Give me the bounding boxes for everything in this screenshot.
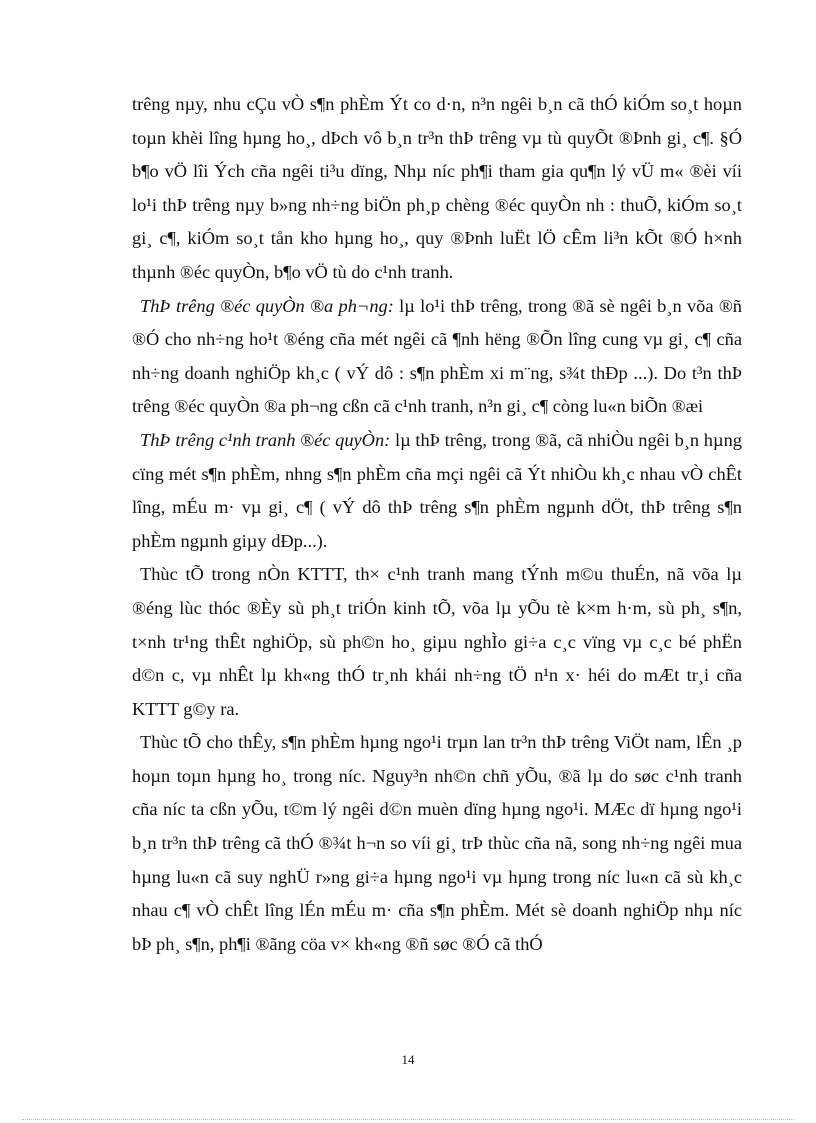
paragraph-1 <box>132 88 742 290</box>
paragraph-1-text: trêng nµy, nhu cÇu vÒ s¶n phÈm Ýt co d·n, n³n ngêi b¸n cã thÓ kiÓm so¸t hoµn toµn khèi lîng hµng ho¸, dÞch vô b¸n tr³n thÞ trêng vµ tù quyÕt ®Þnh gi¸ c¶. §Ó b¶o vÖ lîi Ých cña ngêi ti³u dïng, Nhµ níc ph¶i tham gia qu¶n lý vÜ m« ®èi víi lo¹i thÞ trêng nµy b»ng nh÷ng biÖn ph¸p chèng ®éc quyÒn nh : thuÕ, kiÓm so¸t gi¸ c¶, kiÓm so¸t tån kho hµng ho¸, quy ®Þnh luËt lÖ cÊm li³n kÕt ®Ó h×nh thµnh ®éc quyÒn, b¶o vÖ tù do c¹nh tranh. <box>132 94 742 282</box>
page-bottom-divider <box>22 1119 794 1120</box>
paragraph-2-heading: ThÞ trêng ®éc quyÒn ®a ph¬ng: <box>140 295 394 316</box>
paragraph-4 <box>132 558 742 726</box>
paragraph-5-text: Thùc tÕ cho thÊy, s¶n phÈm hµng ngo¹i trµn lan tr³n thÞ trêng ViÖt nam, lÊn ¸p hoµn toµn hµng ho¸ trong níc. Nguy³n nh©n chñ yÕu, ®ã lµ do søc c¹nh tranh cña níc ta cßn yÕu, t©m lý ngêi d©n muèn dïng hµng ngo¹i. MÆc dï hµng ngo¹i b¸n tr³n thÞ trêng cã thÓ ®¾t h¬n so víi gi¸ trÞ thùc cña nã, song nh÷ng ngêi mua hµng lu«n cã suy nghÜ r»ng gi÷a hµng ngo¹i vµ hµng trong níc lu«n cã sù kh¸c nhau c¶ vÒ chÊt lîng lÉn mÉu m· cña s¶n phÈm. Mét sè doanh nghiÖp nhµ níc bÞ ph¸ s¶n, ph¶i ®ãng cöa v× kh«ng ®ñ søc ®Ó cã thÓ <box>132 732 742 954</box>
paragraph-4-text: Thùc tÕ trong nÒn KTTT, th× c¹nh tranh mang tÝnh m©u thuÉn, nã võa lµ ®éng lùc thóc ®Èy sù ph¸t triÓn kinh tÕ, võa lµ yÕu tè k×m h·m, sù ph¸ s¶n, t×nh tr¹ng thÊt nghiÖp, sù ph©n ho¸ giµu nghÌo gi÷a c¸c vïng vµ c¸c bé phËn d©n c, vµ nhÊt lµ kh«ng thÓ tr¸nh khái nh÷ng tÖ n¹n x· héi do mÆt tr¸i cña KTTT g©y ra. <box>132 564 742 719</box>
paragraph-3 <box>132 424 742 558</box>
paragraph-2 <box>132 290 742 424</box>
paragraph-3-heading: ThÞ trêng c¹nh tranh ®éc quyÒn: <box>140 429 391 450</box>
body-text <box>132 88 742 961</box>
paragraph-5 <box>132 726 742 961</box>
page-number: 14 <box>401 1052 415 1067</box>
paragraph-3-text: lµ thÞ trêng, trong ®ã, cã nhiÒu ngêi b¸n hµng cïng mét s¶n phÈm, nhng s¶n phÈm cña mçi ngêi cã Ýt nhiÒu kh¸c nhau vÒ chÊt lîng, mÉu m· vµ gi¸ c¶ ( vÝ dô thÞ trêng s¶n phÈm ngµnh dÖt, thÞ trêng s¶n phÈm ngµnh giµy dÐp...). <box>132 429 742 551</box>
paragraph-2-text: lµ lo¹i thÞ trêng, trong ®ã sè ngêi b¸n võa ®ñ ®Ó cho nh÷ng ho¹t ®éng cña mét ngêi cã ¶nh hëng ®Õn lîng cung vµ gi¸ c¶ cña nh÷ng doanh nghiÖp kh¸c ( vÝ dô : s¶n phÈm xi m¨ng, s¾t thÐp ...). Do t³n thÞ trêng ®éc quyÒn ®a ph¬ng cßn cã c¹nh tranh, n³n gi¸ c¶ còng lu«n biÕn ®æi <box>132 295 742 417</box>
